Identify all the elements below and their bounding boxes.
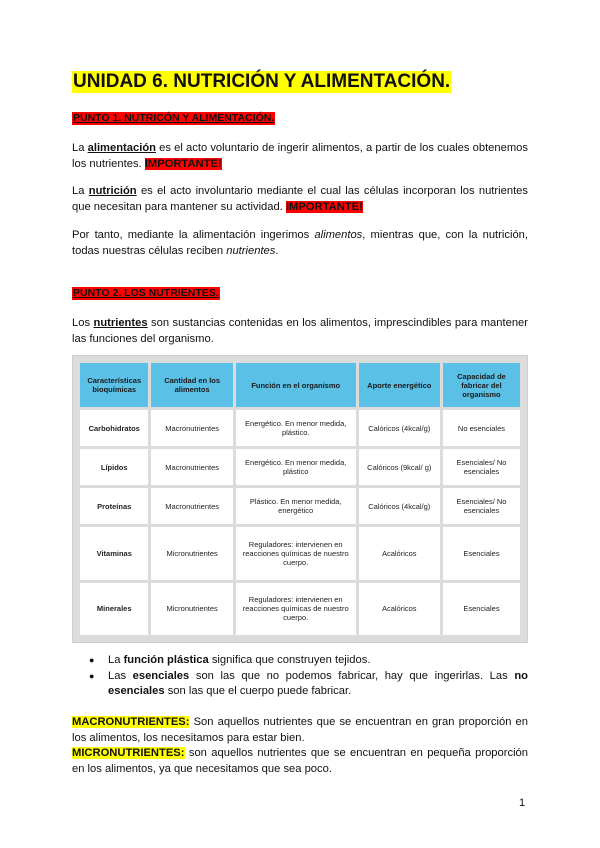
term-funcion-plastica: función plástica — [123, 654, 209, 666]
table-cell: Reguladores: intervienen en reacciones químicas de nuestro cuerpo. — [236, 583, 356, 635]
text: . — [275, 244, 279, 257]
paragraph-por-tanto — [72, 228, 528, 259]
text: es el acto involuntario mediante el cual las células incorporan los nutrientes que necesitan para mantener su actividad. — [72, 185, 528, 213]
text: es el acto voluntario de ingerir alimentos, a partir de los cuales obtenemos los nutrientes. — [72, 142, 528, 170]
table-cell: Macronutrientes — [151, 449, 232, 485]
text: Por tanto, mediante la alimentación ingerimos — [72, 229, 315, 241]
table-header-row — [80, 363, 520, 407]
section-heading-2: PUNTO 2. LOS NUTRIENTES. — [73, 287, 219, 299]
term-nutrientes: nutrientes — [93, 317, 148, 329]
text: son aquellos nutrientes que se encuentran en pequeña proporción en los alimentos, ya que necesitamos que sea poco. — [72, 747, 528, 775]
important-tag: IMPORTANTE! — [285, 200, 363, 213]
paragraph-nutrientes — [72, 316, 528, 347]
paragraph-micronutrientes — [72, 746, 528, 777]
important-tag: IMPORTANTE! — [144, 157, 222, 170]
bullet-list — [72, 653, 528, 700]
label-micronutrientes: MICRONUTRIENTES: — [72, 747, 185, 759]
table-cell: Calóricos (4kcal/g) — [359, 488, 440, 524]
section-heading-1: PUNTO 1. NUTRICÓN Y ALIMENTACIÓN. — [73, 112, 275, 124]
bullet-icon: ● — [89, 670, 95, 681]
table-cell: Micronutrientes — [151, 583, 232, 635]
table-cell: Esenciales/ No esenciales — [443, 488, 520, 524]
term-nutricion: nutrición — [88, 185, 137, 197]
nutrients-table — [77, 360, 523, 638]
table-cell: Minerales — [80, 583, 148, 635]
italic-nutrientes: nutrientes — [226, 244, 276, 257]
term-alimentacion: alimentación — [87, 142, 156, 154]
page-title: UNIDAD 6. NUTRICIÓN Y ALIMENTACIÓN. — [73, 71, 451, 92]
term-esenciales: esenciales — [132, 669, 190, 682]
table-cell: No esenciales — [443, 410, 520, 446]
table-cell: Acalóricos — [359, 527, 440, 579]
table-cell: Energético. En menor medida, plástico. — [236, 410, 356, 446]
table-header: Aporte energético — [359, 363, 440, 407]
table-row — [80, 410, 520, 446]
text: La — [108, 654, 124, 666]
table-cell: Energético. En menor medida, plástico — [236, 449, 356, 485]
text: significa que construyen tejidos. — [208, 654, 371, 666]
paragraph-alimentacion — [72, 141, 528, 172]
table-row — [80, 488, 520, 524]
table-cell: Reguladores: intervienen en reacciones químicas de nuestro cuerpo. — [236, 527, 356, 579]
table-cell: Carbohidratos — [80, 410, 148, 446]
table-cell: Acalóricos — [359, 583, 440, 635]
table-row — [80, 583, 520, 635]
table-cell: Calóricos (9kcal/ g) — [359, 449, 440, 485]
table-header: Cantidad en los alimentos — [151, 363, 232, 407]
list-item — [72, 669, 528, 700]
paragraph-macronutrientes — [72, 715, 528, 746]
text: Son aquellos nutrientes que se encuentran en gran proporción en los alimentos, los necesitamos para estar bien. — [72, 716, 528, 744]
text: Los — [72, 317, 94, 329]
table-header: Características bioquímicas — [80, 363, 148, 407]
paragraph-nutricion — [72, 184, 528, 215]
italic-alimentos: alimentos — [314, 229, 363, 241]
table-row — [80, 449, 520, 485]
text: son las que el cuerpo puede fabricar. — [164, 685, 352, 697]
text: La — [72, 185, 89, 197]
table-cell: Macronutrientes — [151, 410, 232, 446]
table-cell: Micronutrientes — [151, 527, 232, 579]
label-macronutrientes: MACRONUTRIENTES: — [72, 716, 190, 728]
table-row — [80, 527, 520, 579]
nutrients-table-image — [72, 355, 528, 643]
text: son las que no podemos fabricar, hay que ingerirlas. Las — [189, 669, 515, 682]
term-no-esenciales: no esenciales — [108, 669, 528, 697]
text: son sustancias contenidas en los alimentos, imprescindibles para mantener las funciones del organismo. — [72, 317, 528, 345]
table-cell: Proteínas — [80, 488, 148, 524]
table-cell: Lípidos — [80, 449, 148, 485]
table-header: Capacidad de fabricar del organismo — [443, 363, 520, 407]
bullet-icon: ● — [89, 655, 95, 665]
table-cell: Macronutrientes — [151, 488, 232, 524]
list-item — [72, 653, 528, 669]
text: Las — [108, 669, 133, 682]
table-cell: Calóricos (4kcal/g) — [359, 410, 440, 446]
table-cell: Esenciales — [443, 527, 520, 579]
table-cell: Plástico. En menor medida, energético — [236, 488, 356, 524]
text: La — [72, 142, 88, 154]
table-header: Función en el organismo — [236, 363, 356, 407]
table-cell: Vitaminas — [80, 527, 148, 579]
text: , mientras que, con la nutrición, todas nuestras células reciben — [72, 229, 528, 257]
page-number: 1 — [519, 797, 526, 809]
table-cell: Esenciales/ No esenciales — [443, 449, 520, 485]
table-cell: Esenciales — [443, 583, 520, 635]
